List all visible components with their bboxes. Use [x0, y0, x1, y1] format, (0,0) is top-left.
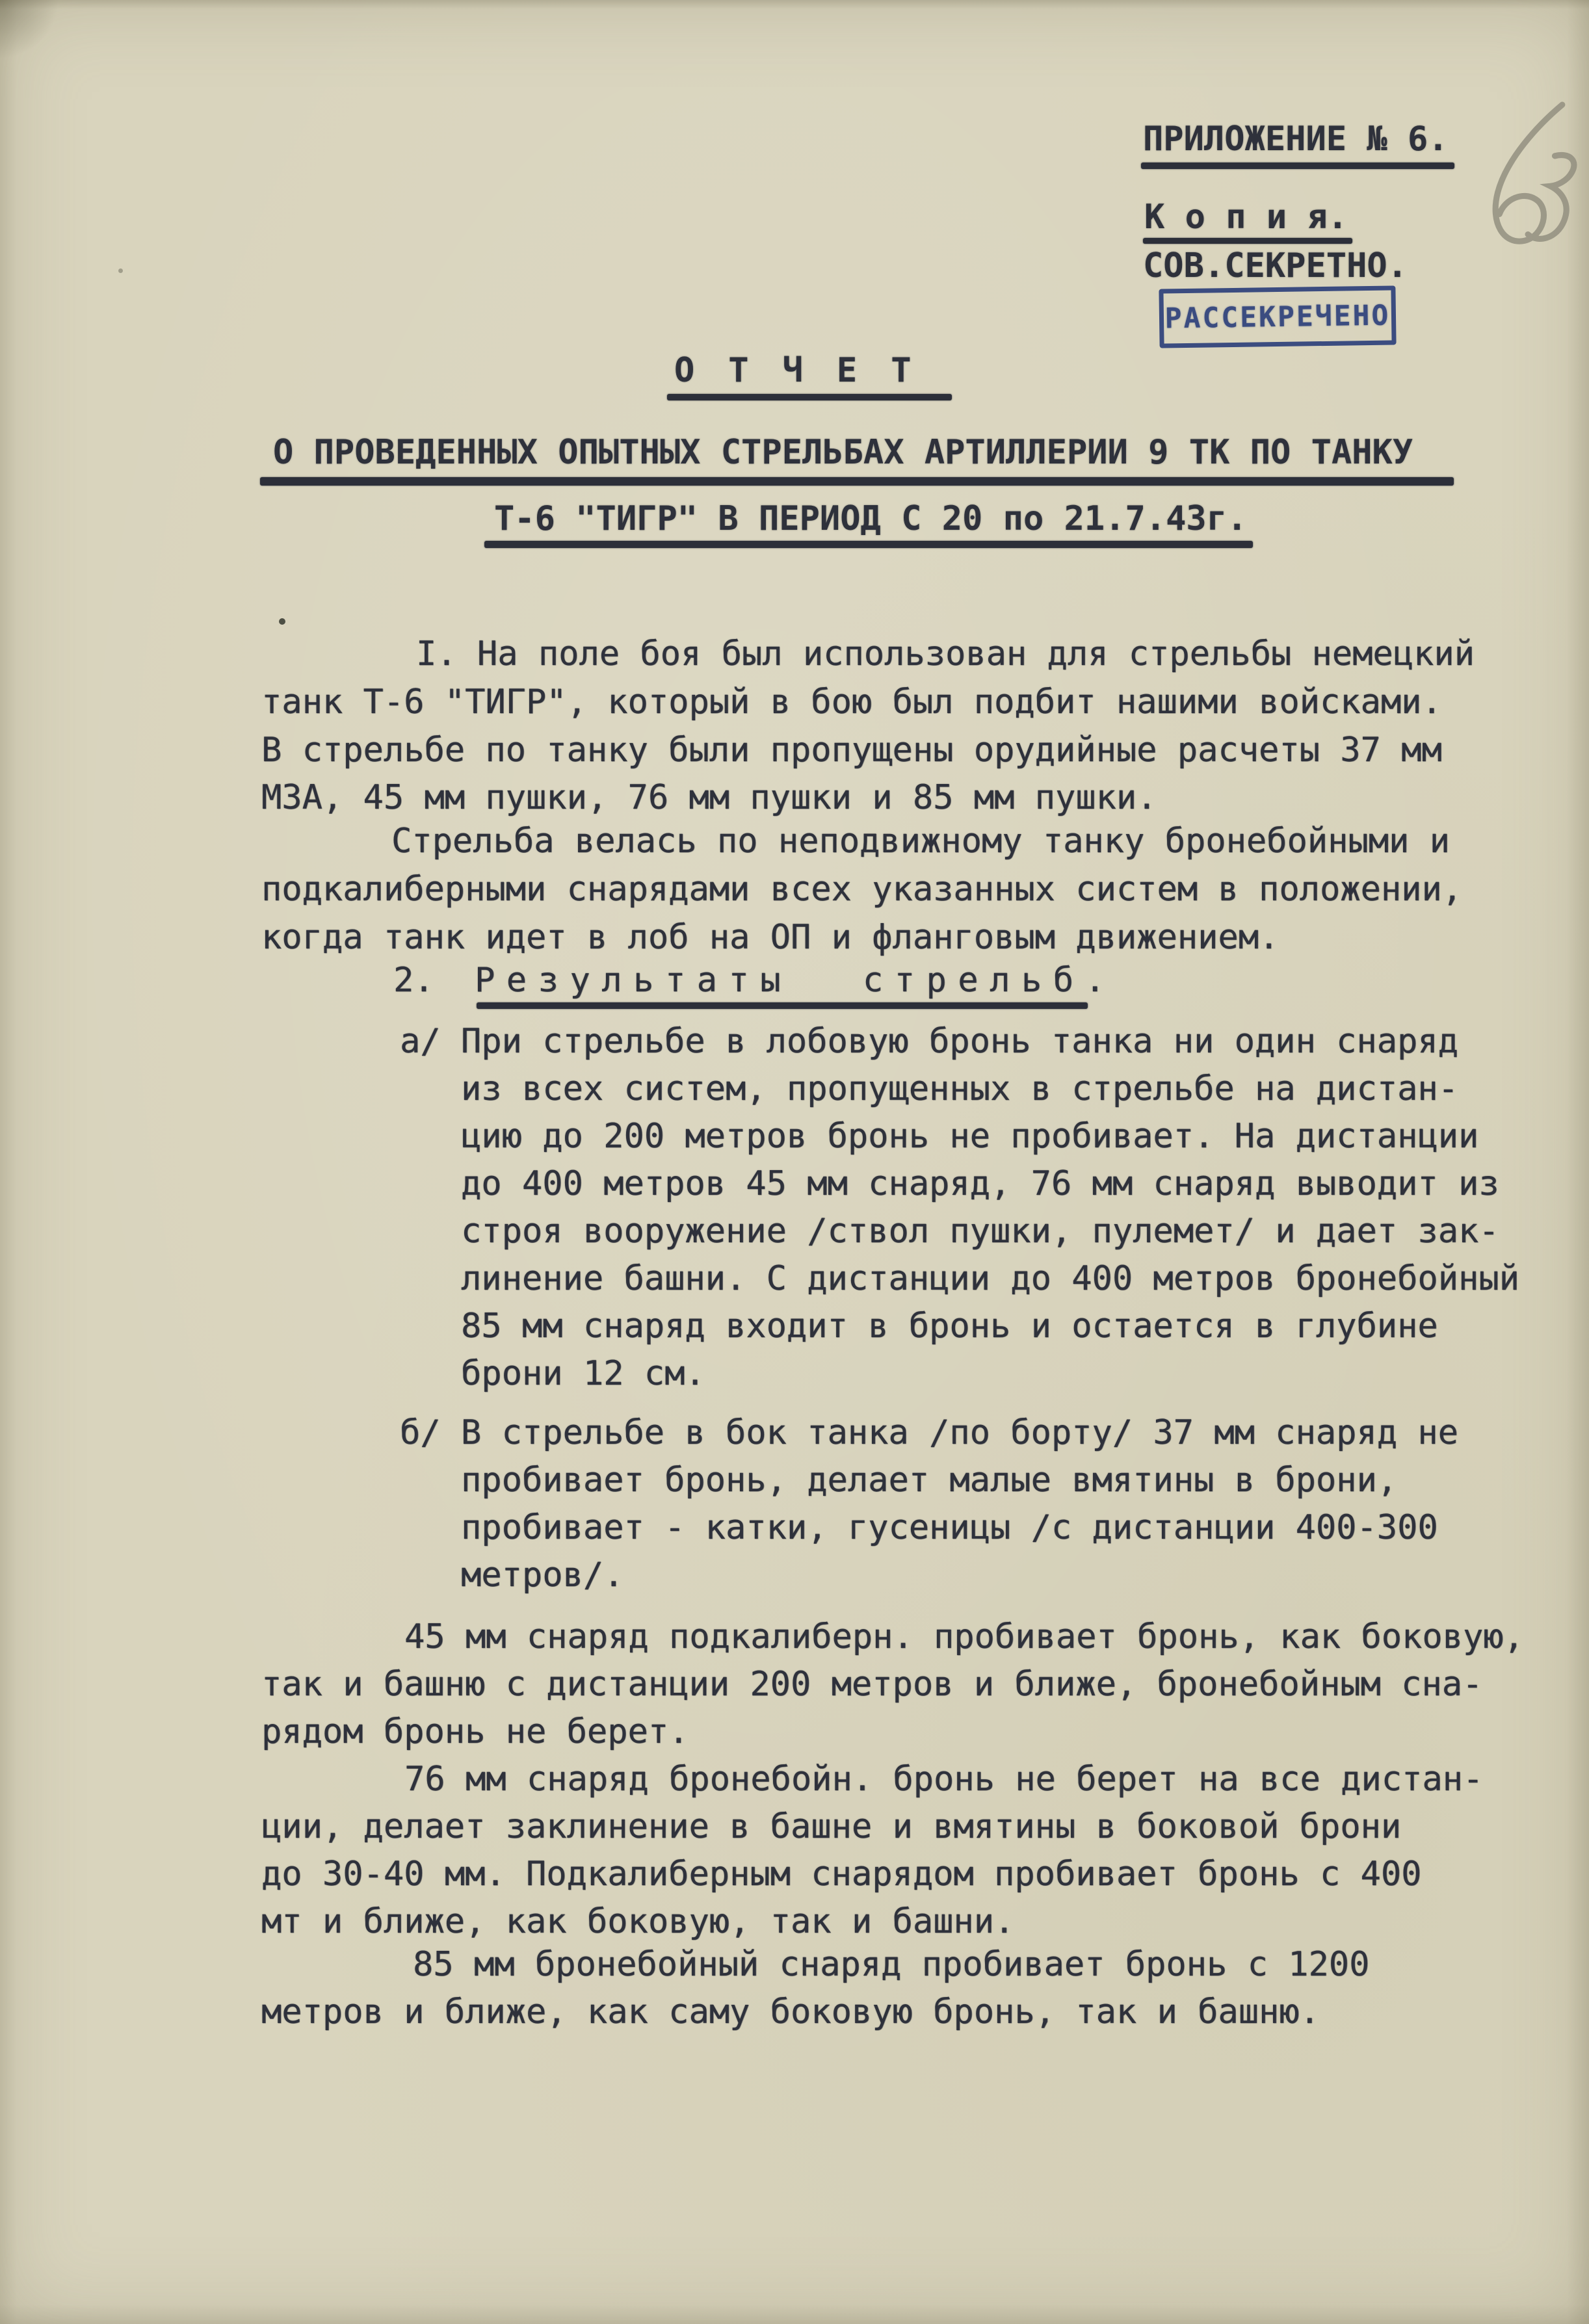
text-line: 76 мм снаряд бронебойн. бронь не берет на все дистан-	[404, 1760, 1484, 1799]
text-line: метров/.	[461, 1556, 624, 1595]
report-subtitle-line2: Т-6 "ТИГР" В ПЕРИОД С 20 по 21.7.43г.	[494, 499, 1248, 538]
appendix-underline	[1141, 163, 1454, 169]
text-line: а/ При стрельбе в лобовую бронь танка ни один снаряд	[400, 1022, 1458, 1061]
declassified-stamp	[1159, 285, 1396, 348]
text-line: Стрельба велась по неподвижному танку бронебойными и	[391, 822, 1450, 861]
text-line: подкалиберными снарядами всех указанных систем в положении,	[261, 870, 1463, 909]
text-line: рядом бронь не берет.	[261, 1712, 689, 1751]
text-line: I. На поле боя был использован для стрельбы немецкий	[416, 634, 1475, 673]
copy-underline	[1143, 238, 1352, 244]
text-line: пробивает бронь, делает малые вмятины в брони,	[461, 1461, 1398, 1500]
text-line: ции, делает заклинение в башне и вмятины в боковой брони	[261, 1807, 1402, 1846]
section-heading-number: 2.	[393, 961, 434, 1000]
section-heading-underline	[477, 1002, 1088, 1009]
text-line: пробивает - катки, гусеницы /с дистанции 400-300	[461, 1508, 1438, 1547]
text-line: линение башни. С дистанции до 400 метров бронебойный	[461, 1259, 1519, 1298]
subtitle2-underline	[484, 541, 1253, 548]
appendix-label: ПРИЛОЖЕНИЕ № 6.	[1143, 120, 1449, 159]
text-line: танк Т-6 "ТИГР", который в бою был подбит нашими войсками.	[261, 683, 1442, 722]
subtitle1-underline	[260, 477, 1454, 486]
text-line: МЗА, 45 мм пушки, 76 мм пушки и 85 мм пушки.	[261, 778, 1157, 817]
text-line: В стрельбе по танку были пропущены орудийные расчеты 37 мм	[261, 731, 1442, 770]
ink-speck	[118, 268, 123, 273]
text-line: метров и ближе, как саму боковую бронь, так и башню.	[261, 1992, 1320, 2031]
text-line: брони 12 см.	[461, 1354, 705, 1393]
report-title-underline	[667, 394, 952, 400]
classification-label: СОВ.СЕКРЕТНО.	[1143, 246, 1408, 285]
section-heading: Результаты стрельб.	[475, 961, 1117, 1000]
report-title: ОТЧЕТ	[674, 351, 945, 390]
text-line: б/ В стрельбе в бок танка /по борту/ 37 мм снаряд не	[400, 1413, 1458, 1452]
text-line: строя вооружение /ствол пушки, пулемет/ и дает зак-	[461, 1212, 1499, 1251]
text-line: 85 мм снаряд входит в бронь и остается в глубине	[461, 1307, 1438, 1346]
text-line: до 400 метров 45 мм снаряд, 76 мм снаряд выводит из	[461, 1164, 1499, 1203]
ink-speck	[279, 618, 285, 625]
report-subtitle-line1: О ПРОВЕДЕННЫХ ОПЫТНЫХ СТРЕЛЬБАХ АРТИЛЛЕРИИ 9 ТК ПО ТАНКУ	[273, 433, 1413, 472]
text-line: мт и ближе, как боковую, так и башни.	[261, 1902, 1015, 1941]
copy-label: К о п и я.	[1144, 198, 1348, 237]
handwritten-page-number	[1462, 90, 1589, 273]
text-line: так и башню с дистанции 200 метров и ближе, бронебойным сна-	[261, 1665, 1483, 1704]
text-line: 85 мм бронебойный снаряд пробивает бронь с 1200	[413, 1945, 1370, 1984]
declassified-stamp-text: РАССЕКРЕЧЕНО	[1164, 299, 1391, 335]
text-line: когда танк идет в лоб на ОП и фланговым движением.	[261, 918, 1280, 957]
text-line: до 30-40 мм. Подкалиберным снарядом пробивает бронь с 400	[261, 1855, 1422, 1894]
text-line: цию до 200 метров бронь не пробивает. На дистанции	[461, 1117, 1479, 1156]
text-line: 45 мм снаряд подкалиберн. пробивает бронь, как боковую,	[404, 1617, 1524, 1656]
text-line: из всех систем, пропущенных в стрельбе на дистан-	[461, 1069, 1459, 1108]
